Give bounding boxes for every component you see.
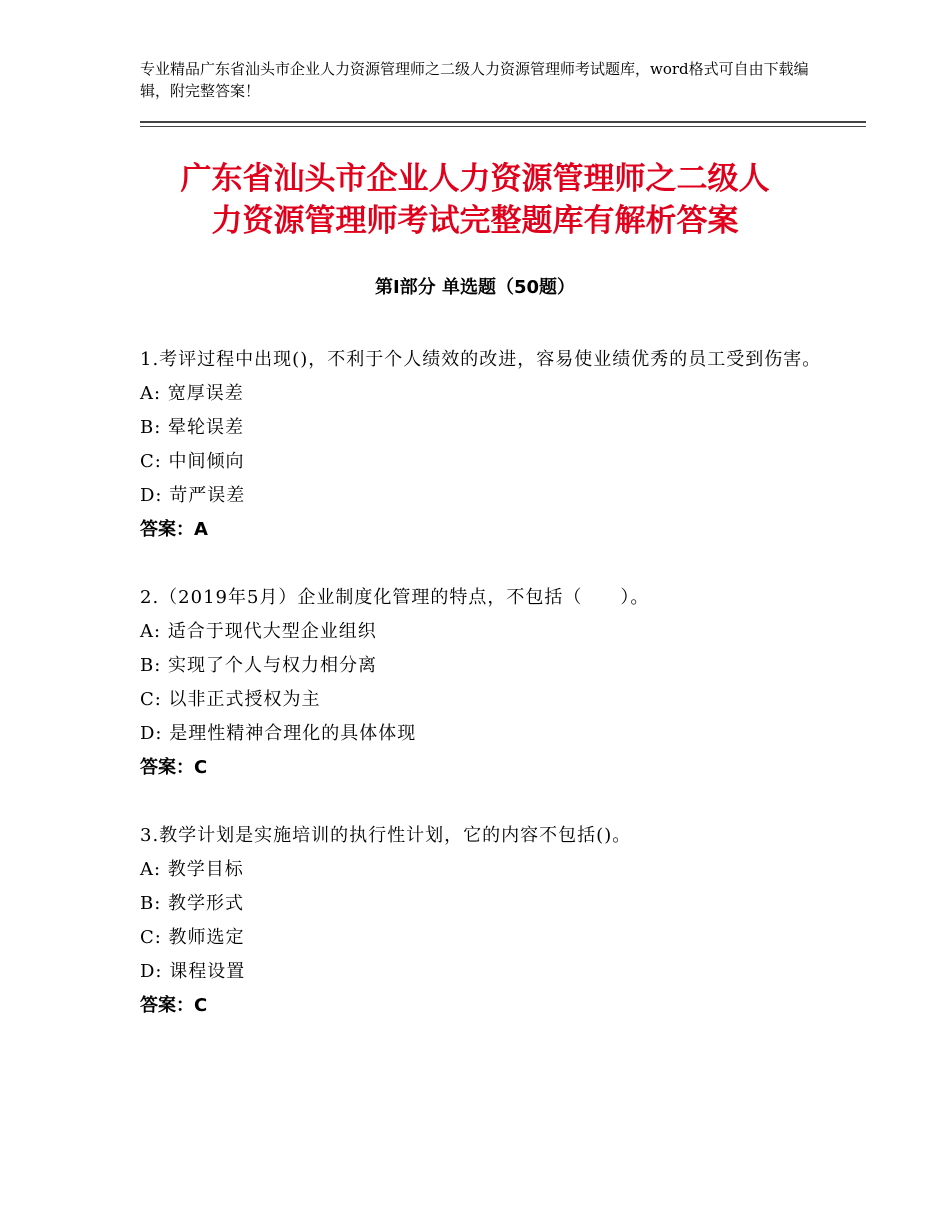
question-2 bbox=[140, 581, 830, 785]
option-d: D: 课程设置 bbox=[140, 961, 246, 982]
question-3 bbox=[140, 819, 830, 1023]
answer: 答案：C bbox=[140, 995, 208, 1016]
question-1 bbox=[140, 343, 830, 547]
option-c: C: 中间倾向 bbox=[140, 451, 245, 472]
section-title: 第Ⅰ部分 单选题（50题） bbox=[374, 277, 575, 298]
option-d: D: 苛严误差 bbox=[140, 485, 246, 506]
question-stem: 2.（2019年5月）企业制度化管理的特点，不包括（ ）。 bbox=[140, 587, 650, 608]
document-title-line1: 广东省汕头市企业人力资源管理师之二级人 bbox=[180, 161, 770, 197]
question-stem: 1.考评过程中出现()，不利于个人绩效的改进，容易使业绩优秀的员工受到伤害。 bbox=[140, 349, 822, 370]
option-d: D: 是理性精神合理化的具体体现 bbox=[140, 723, 417, 744]
option-b: B: 实现了个人与权力相分离 bbox=[140, 655, 378, 676]
option-a: A: 教学目标 bbox=[140, 859, 244, 880]
document-title bbox=[100, 158, 850, 242]
header-note: 专业精品广东省汕头市企业人力资源管理师之二级人力资源管理师考试题库，word格式可自由下载编辑，附完整答案！ bbox=[140, 60, 809, 100]
question-list bbox=[140, 343, 830, 1057]
option-b: B: 教学形式 bbox=[140, 893, 245, 914]
option-a: A: 适合于现代大型企业组织 bbox=[140, 621, 377, 642]
option-c: C: 以非正式授权为主 bbox=[140, 689, 321, 710]
option-a: A: 宽厚误差 bbox=[140, 383, 244, 404]
option-c: C: 教师选定 bbox=[140, 927, 245, 948]
header-rule-thin bbox=[140, 126, 866, 127]
answer: 答案：A bbox=[140, 519, 208, 540]
answer: 答案：C bbox=[140, 757, 208, 778]
option-b: B: 晕轮误差 bbox=[140, 417, 245, 438]
document-title-line2: 力资源管理师考试完整题库有解析答案 bbox=[211, 203, 739, 239]
header-rule-thick bbox=[140, 121, 866, 123]
question-stem: 3.教学计划是实施培训的执行性计划，它的内容不包括()。 bbox=[140, 825, 632, 846]
